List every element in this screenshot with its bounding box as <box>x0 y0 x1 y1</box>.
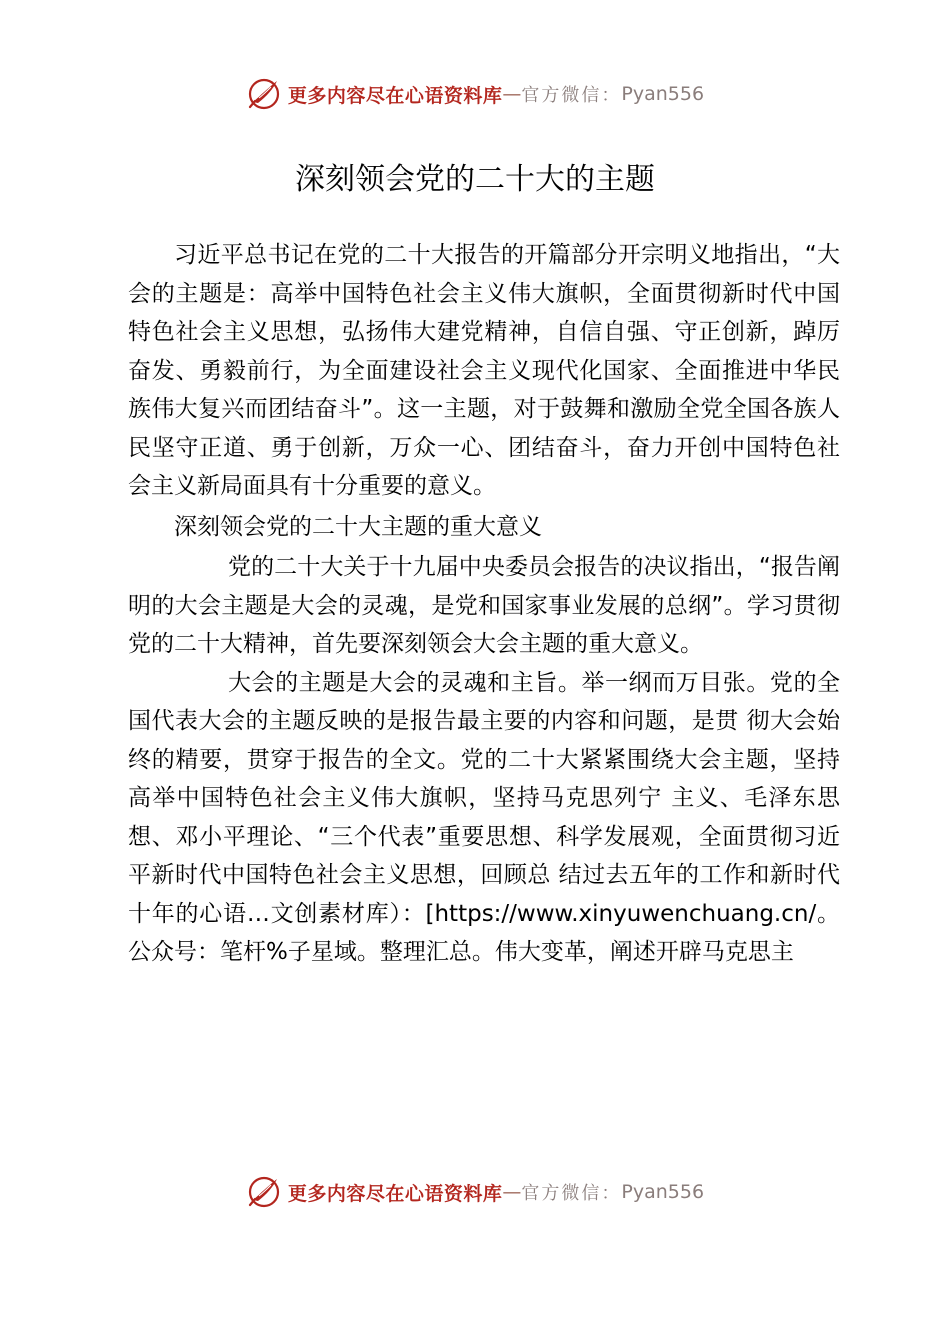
banner-lead-text: 更多内容尽在心语资料库 <box>287 84 503 107</box>
banner-lead-text: 更多内容尽在心语资料库 <box>287 1182 503 1205</box>
banner-contact-text: 官方微信： <box>521 1183 622 1204</box>
paragraph-intro: 习近平总书记在党的二十大报告的开篇部分开宗明义地指出，“大会的主题是：高举中国特色社会主义伟大旗帜，全面贯彻新时代中国特色社会主义思想，弘扬伟大建党精神，自信自强、守正创新，踔厉奋发、勇毅前行，为全面建设社会主义现代化国家、全面推进中华民族伟大复兴而团结奋斗”。这一主题，对于鼓舞和激励全党全国各族人民坚守正道、勇于创新，万众一心、团结奋斗，奋力开创中国特色社会主义新局面具有十分重要的意义。 <box>128 242 840 499</box>
banner-wechat-handle: Pyan556 <box>621 83 705 105</box>
section-heading: 深刻领会党的二十大主题的重大意义 <box>174 513 542 540</box>
quill-pen-logo-icon <box>246 1174 282 1210</box>
banner-contact-text: 官方微信： <box>521 85 622 106</box>
banner-dash: — <box>502 1181 522 1203</box>
paragraph-theme-soul: 大会的主题是大会的灵魂和主旨。举一纲而万目张。党的全国代表大会的主题反映的是报告最主要的内容和问题，是贯 彻大会始终的精要，贯穿于报告的全文。党的二十大紧紧围绕大会主题，坚持高举中国特色社会主义伟大旗帜，坚持马克思列宁 主义、毛泽东思想、邓小平理论、“三个代表”重要思想、科学发展观，全面贯彻习近平新时代中国特色社会主义思想，回顾总 结过去五年的工作和新时代十年的心语…文创素材库）：[https://www.xinyuwenchuang.cn/。公众号：笔杆%子星域。整理汇总。伟大变革，阐述开辟马克思主 <box>128 669 840 965</box>
document-body <box>128 236 840 972</box>
banner-wechat-handle: Pyan556 <box>621 1181 705 1203</box>
paragraph-resolution: 党的二十大关于十九届中央委员会报告的决议指出，“报告阐明的大会主题是大会的灵魂，是党和国家事业发展的总纲”。学习贯彻党的二十大精神，首先要深刻领会大会主题的重大意义。 <box>128 554 840 657</box>
quill-pen-logo-icon <box>246 76 282 112</box>
document-title: 深刻领会党的二十大的主题 <box>295 162 655 197</box>
header-banner <box>0 72 950 116</box>
footer-banner <box>0 1170 950 1214</box>
banner-dash: — <box>502 83 522 105</box>
